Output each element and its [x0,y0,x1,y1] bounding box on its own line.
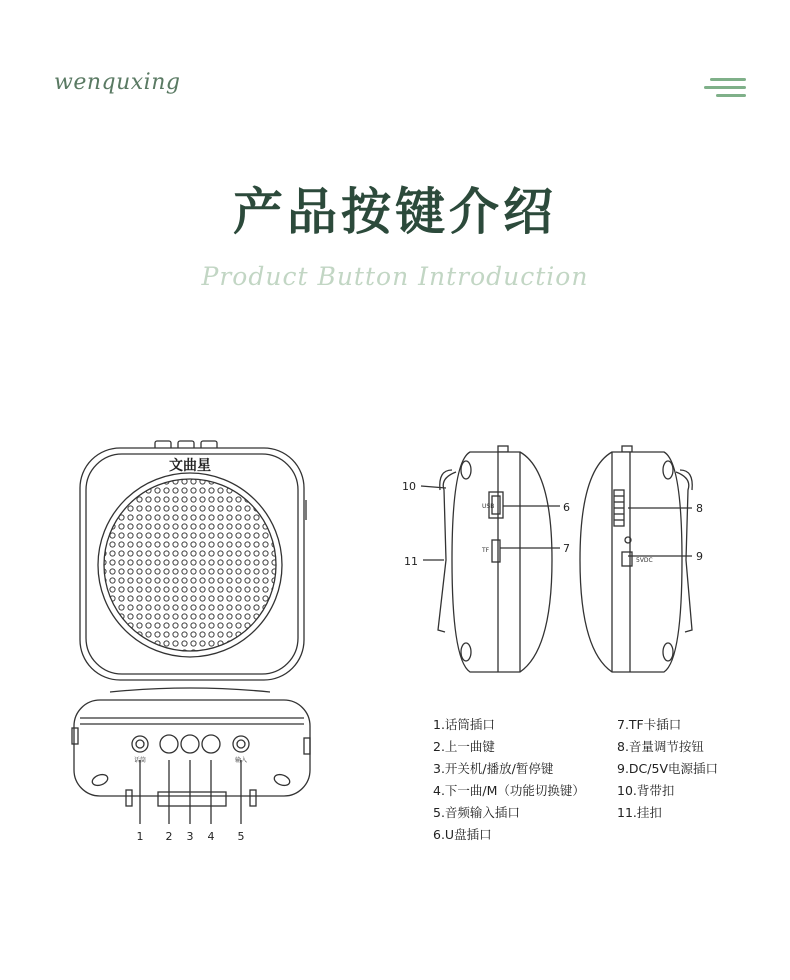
legend-left [433,714,585,846]
left-side-view [421,446,560,672]
device-logo: 文曲星 [169,458,211,474]
dc-port-label: 5VDC [636,557,653,564]
legend-item: 10.背带扣 [617,783,675,798]
callout-number: 8 [696,502,703,515]
callout-number: 7 [563,542,570,555]
usb-port-label: USB [482,503,495,510]
legend-right [617,714,718,824]
bottom-number: 2 [165,830,173,843]
legend-item: 9.DC/5V电源插口 [617,761,718,776]
legend-item: 4.下一曲/M（功能切换键） [433,783,585,798]
legend-item: 8.音量调节按钮 [617,739,704,754]
callout-number: 9 [696,550,703,563]
page-subtitle: Product Button Introduction [201,262,589,291]
front-view [80,441,306,680]
bottom-number: 1 [136,830,144,843]
bottom-view [72,688,310,824]
bottom-number: 3 [186,830,194,843]
bottom-number: 5 [237,830,245,843]
brand-logo-text: wenquxing [54,70,181,95]
bottom-number: 4 [207,830,215,843]
callout-number: 10 [402,480,416,493]
legend-item: 1.话筒插口 [433,717,495,732]
aux-port-label: 输入 [234,757,248,764]
legend-item: 2.上一曲键 [433,739,495,754]
mic-port-label: 话筒 [133,757,147,764]
page-title: 产品按键介绍 [233,183,557,241]
callout-number: 6 [563,501,570,514]
legend-item: 6.U盘插口 [433,827,492,842]
legend-item: 11.挂扣 [617,805,662,820]
legend-item: 5.音频输入插口 [433,805,520,820]
callout-number: 11 [404,555,418,568]
legend-item: 7.TF卡插口 [617,717,682,732]
tf-port-label: TF [482,547,490,554]
legend-item: 3.开关机/播放/暂停键 [433,761,554,776]
